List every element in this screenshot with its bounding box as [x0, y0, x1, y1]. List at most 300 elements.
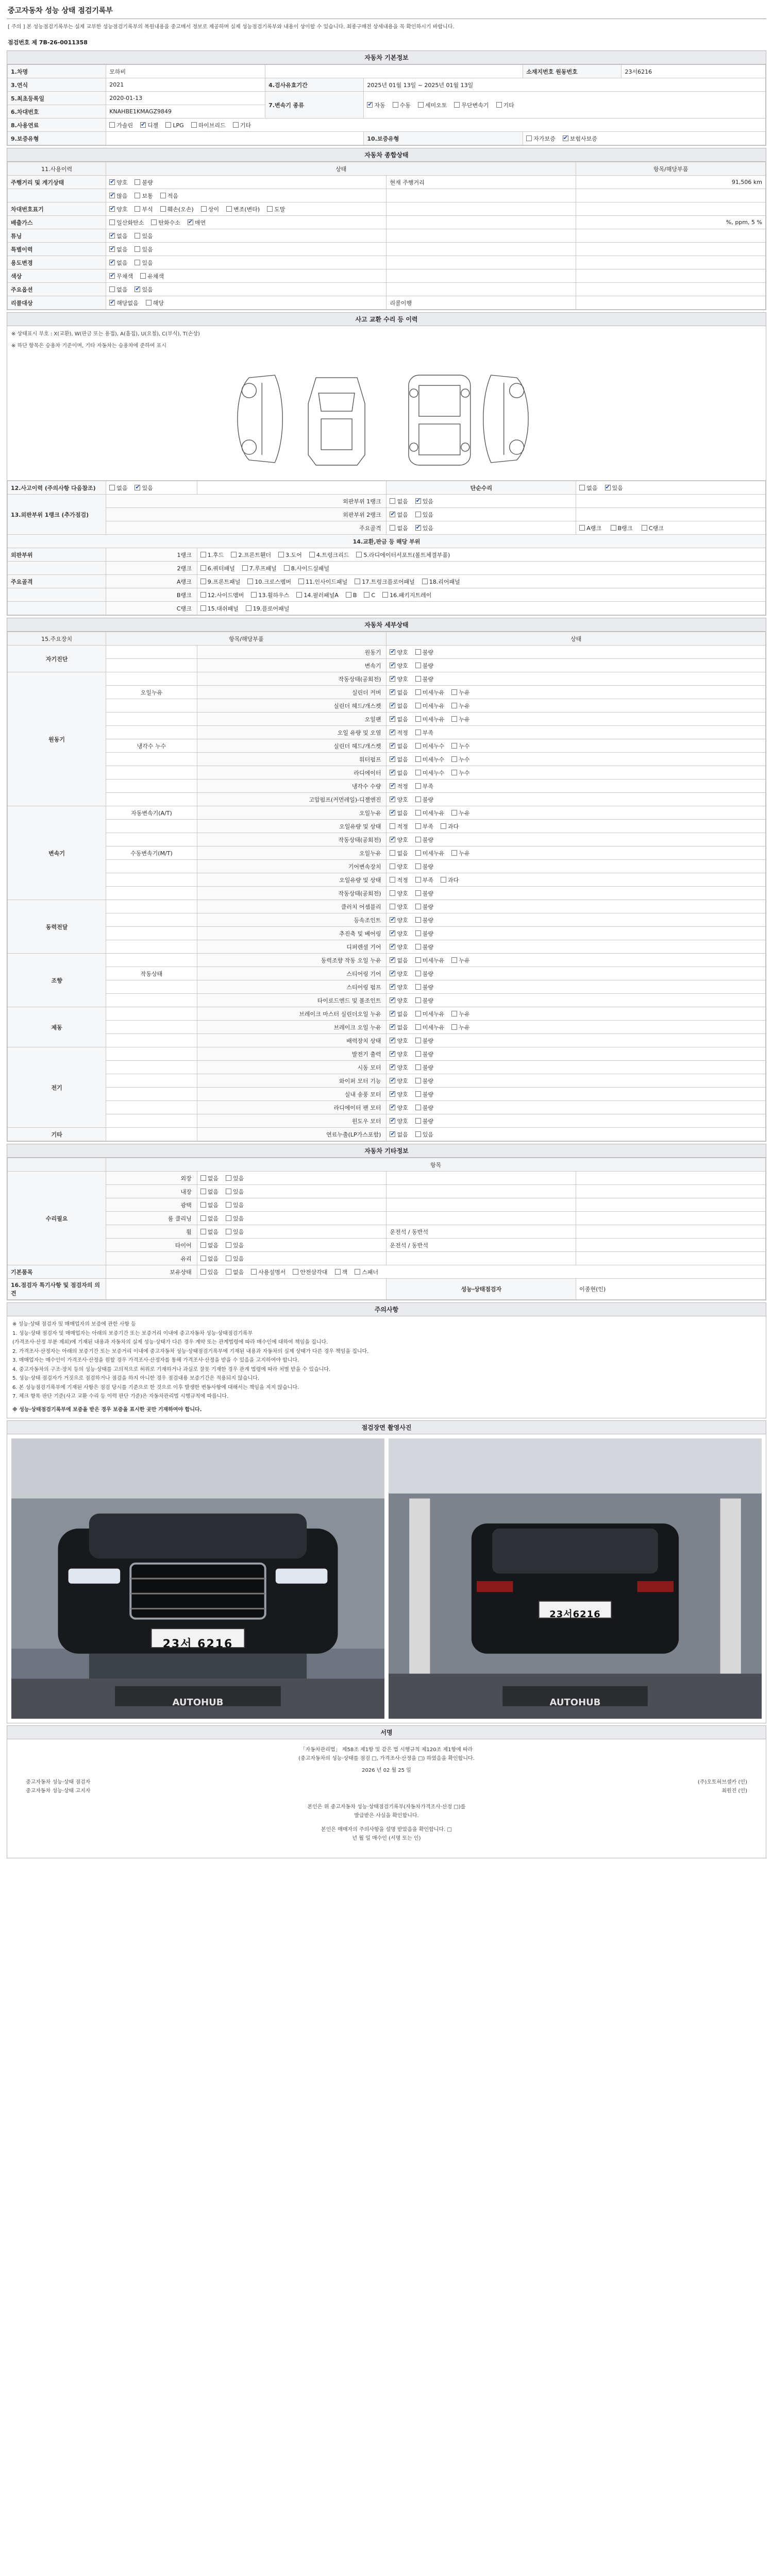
empty-box-icon [451, 850, 457, 856]
checkbox-option: 불량 [415, 648, 433, 656]
rear-photo [389, 1438, 762, 1719]
empty-box-icon [200, 1189, 206, 1194]
detail-row [8, 1101, 766, 1114]
empty-box-icon [200, 605, 206, 611]
other-row [8, 1225, 766, 1239]
checkbox-option: 해당 [146, 299, 164, 307]
empty-box-icon [135, 233, 140, 239]
other-item: 내장 [106, 1185, 197, 1198]
checkbox-option: ✔ 디젤 [140, 121, 158, 129]
detail-options [386, 820, 766, 833]
detail-item: 냉각수 수량 [197, 779, 386, 793]
checkbox-option: 양호 [390, 903, 408, 911]
empty-box-icon [226, 206, 232, 212]
inspector-value: (주)오토허브셀카 (인) [697, 1780, 747, 1785]
empty-box-icon [415, 890, 421, 896]
overall-row-value [576, 202, 766, 216]
checkbox-option: 적정 [390, 876, 408, 884]
checkbox-option: ✔ 양호 [390, 916, 408, 924]
detail-sub: 자동변속기(A/T) [106, 806, 197, 820]
checkbox-option: 불량 [415, 675, 433, 683]
rank2-label: 외판부위 2랭크 [106, 508, 386, 521]
empty-box-icon [415, 1011, 421, 1016]
sign-line-1: 「자동차관리법」 제58조 제1항 및 같은 법 시행규칙 제120조 제1항에 따라 [300, 1747, 473, 1753]
overall-row [8, 243, 766, 256]
trans-label: 7.변속기 종류 [265, 92, 364, 118]
detail-col2: 항목/해당부품 [106, 632, 386, 646]
detail-item: 클러치 어셈블리 [197, 900, 386, 913]
detail-sub [106, 980, 197, 994]
other-options [197, 1225, 386, 1239]
checkbox-option: ✔ 무채색 [109, 272, 133, 280]
damage-header: 사고 교환 수리 등 이력 [7, 313, 766, 326]
checked-box-icon [563, 135, 568, 141]
checkbox-option: 자가보증 [526, 134, 556, 143]
empty-box-icon [415, 957, 421, 963]
overall-row-options [106, 256, 386, 269]
rear-car-image [389, 1438, 762, 1719]
parts-row [8, 602, 766, 615]
checkbox-option: 도말 [267, 205, 285, 213]
detail-sub [106, 1074, 197, 1088]
checkbox-option: 누수 [451, 769, 469, 777]
overall-row-note [386, 256, 576, 269]
checked-box-icon [390, 512, 395, 517]
reg-no-label: 소재지번호 원동번호 [523, 65, 621, 78]
car-name-value: 모하비 [106, 65, 265, 78]
checkbox-option: 있음 [226, 1228, 244, 1236]
parts-items: 12.사이드멤버 13.휠하우스 14.필러패널A B C 16.패키지트레이 [197, 588, 765, 602]
detail-item: 오일유량 및 상태 [197, 873, 386, 887]
caution-line: 7. 체크 항목 판단 기준(사고 교환 수리 등 이력 판단 기준)은 자동차관리법 시행규칙에 따릅니다. [12, 1394, 229, 1399]
detail-sub [106, 940, 197, 954]
perf-value: 이종현(인) [576, 1279, 766, 1300]
parts-row [8, 575, 766, 588]
detail-row [8, 900, 766, 913]
overall-row-note [386, 229, 576, 243]
front-plate: 23서 6216 [162, 1638, 233, 1651]
empty-box-icon [441, 823, 446, 829]
other-group: 수리필요 [8, 1172, 106, 1265]
parts-group [8, 602, 106, 615]
empty-box-icon [200, 579, 206, 584]
detail-item: 오일팬 [197, 713, 386, 726]
detail-options [386, 980, 766, 994]
detail-row [8, 793, 766, 806]
checkbox-option: 불량 [415, 1050, 433, 1058]
empty-box-icon [226, 1202, 231, 1208]
empty-box-icon [415, 904, 421, 909]
checkbox-option: 미세누수 [415, 755, 445, 764]
parts-row [8, 548, 766, 562]
sign-date: 2026 년 02 월 25 일 [362, 1768, 411, 1773]
checkbox-option: 불량 [415, 916, 433, 924]
detail-item: 실린더 커버 [197, 686, 386, 699]
checkbox-option: 없음 [200, 1174, 219, 1182]
checkbox-option: 양호 [390, 862, 408, 871]
overall-row-options [106, 176, 386, 189]
car-underbody-icon [409, 375, 470, 465]
detail-item: 등속조인트 [197, 913, 386, 927]
overall-section [7, 148, 766, 310]
overall-row-options [106, 189, 386, 202]
overall-row-note [386, 189, 576, 202]
caution-line: ※ 성능·상태 점검자 및 매매업자의 보증에 관한 사항 등 [12, 1321, 136, 1327]
overall-row [8, 283, 766, 296]
empty-box-icon [454, 102, 460, 108]
detail-row [8, 766, 766, 779]
detail-group: 제동 [8, 1007, 106, 1047]
detail-row [8, 833, 766, 846]
reg-no-value: 23서6216 [621, 65, 766, 78]
perf-label: 성능·상태점검자 [386, 1279, 576, 1300]
empty-box-icon [390, 863, 395, 869]
detail-group: 동력전달 [8, 900, 106, 954]
detail-sub [106, 672, 197, 686]
checkbox-option: 미세누유 [415, 702, 445, 710]
caution-line: 1. 성능·상태 점검자 및 매매업자는 아래의 보증기간 또는 보증거리 이내에 중고자동차 성능·상태점검기록부 [12, 1330, 253, 1336]
parts-row [8, 588, 766, 602]
checkbox-option: 부족 [415, 782, 433, 790]
detail-options [386, 1101, 766, 1114]
checkbox-option: 불량 [415, 889, 433, 897]
checkbox-option: 과다 [441, 822, 459, 831]
empty-box-icon [415, 930, 421, 936]
detail-sub [106, 766, 197, 779]
checkbox-option: 유채색 [140, 272, 164, 280]
empty-box-icon [200, 1269, 206, 1275]
overall-col2: 상태 [106, 162, 576, 176]
vin-value: KNAHBE1KMAGZ9849 [106, 105, 265, 118]
detail-options [386, 713, 766, 726]
parts-items: 15.대쉬패널 19.플로어패널 [197, 602, 765, 615]
detail-item: 작동상태(공회전) [197, 887, 386, 900]
detail-group: 변속기 [8, 806, 106, 900]
checkbox-option: ✔ 없음 [109, 245, 127, 253]
checkbox-option: 있음 [415, 1130, 433, 1139]
checkbox-option: 미세누수 [415, 742, 445, 750]
detail-row [8, 967, 766, 980]
overall-row [8, 256, 766, 269]
empty-box-icon [415, 810, 421, 816]
empty-box-icon [109, 485, 115, 490]
detail-row [8, 846, 766, 860]
detail-row [8, 659, 766, 672]
detail-sub: 냉각수 누수 [106, 739, 197, 753]
photo-header: 점검장면 촬영사진 [7, 1421, 766, 1434]
rank1-options [386, 495, 576, 508]
checked-box-icon [390, 1078, 395, 1083]
frame-options [386, 521, 576, 535]
checkbox-option: 무단변속기 [454, 101, 489, 109]
year-label: 3.연식 [8, 78, 106, 92]
checkbox-option: 불량 [415, 1077, 433, 1085]
checkbox-option: ✔ 양호 [390, 1077, 408, 1085]
overall-table [7, 162, 766, 310]
empty-box-icon [418, 102, 424, 108]
empty-box-icon [415, 1051, 421, 1057]
checkbox-option: ✔ 양호 [390, 970, 408, 978]
detail-row [8, 739, 766, 753]
checked-box-icon [390, 756, 395, 762]
overall-row-value [576, 269, 766, 283]
other-extra: 운전석 / 동반석 [386, 1225, 576, 1239]
detail-item: 시동 모터 [197, 1061, 386, 1074]
other-options [197, 1172, 386, 1185]
checkbox-option: 상이 [201, 205, 219, 213]
detail-row [8, 1021, 766, 1034]
other-options [197, 1198, 386, 1212]
other-row [8, 1252, 766, 1265]
overall-row-label: 색상 [8, 269, 106, 283]
empty-box-icon [200, 1256, 206, 1261]
detail-sub [106, 887, 197, 900]
checked-box-icon [390, 984, 395, 990]
checkbox-option: ✔ 양호 [390, 1104, 408, 1112]
empty-box-icon [451, 756, 457, 762]
overall-row-value [576, 189, 766, 202]
checkbox-option: ✔ 양호 [390, 943, 408, 951]
checked-box-icon [188, 219, 193, 225]
empty-box-icon [251, 1269, 257, 1275]
checkbox-option: 누유 [451, 1023, 469, 1031]
overall-row-options [106, 243, 386, 256]
checkbox-option: ✔ 양호 [390, 996, 408, 1005]
overall-row-value [576, 243, 766, 256]
detail-row [8, 860, 766, 873]
detail-sub [106, 699, 197, 713]
parts-group: 외판부위 [8, 548, 106, 562]
overall-row-options [106, 269, 386, 283]
other-row [8, 1239, 766, 1252]
empty-box-icon [415, 971, 421, 976]
overall-row [8, 296, 766, 310]
empty-box-icon [415, 850, 421, 856]
confirm-2: 발급받은 사실을 확인합니다. [354, 1813, 419, 1819]
empty-box-icon [441, 877, 446, 883]
overall-row-value [576, 283, 766, 296]
checked-box-icon [390, 770, 395, 775]
checkbox-option: ✔ 있음 [415, 524, 433, 532]
empty-box-icon [415, 1038, 421, 1043]
checked-box-icon [390, 796, 395, 802]
checkbox-option: ✔ 없음 [390, 1010, 408, 1018]
car-right-side-icon [483, 375, 528, 463]
overall-row-value [576, 256, 766, 269]
checked-box-icon [390, 997, 395, 1003]
signature-section [7, 1725, 766, 1858]
checkbox-option: 없음 [200, 1241, 219, 1249]
empty-box-icon [135, 246, 140, 252]
other-extra [386, 1212, 576, 1225]
empty-box-icon [278, 552, 284, 557]
rear-plate: 23서6216 [549, 1609, 601, 1620]
caution-bottom: ※ 성능·상태점검기록부에 보증을 받은 경우 보증을 표시한 곳만 기재하여야 합니다. [12, 1406, 202, 1413]
overall-row-note [386, 216, 576, 229]
damage-legend-2: ※ 하단 항목은 승용차 기준이며, 기타 자동차는 승용차에 준하여 표시 [11, 343, 166, 349]
checked-box-icon [140, 122, 146, 128]
checked-box-icon [109, 193, 115, 198]
checkbox-option: 잭 [335, 1268, 348, 1276]
detail-options [386, 994, 766, 1007]
rear-brand: AUTOHUB [549, 1697, 601, 1708]
basic-items-label: 기본품목 [8, 1265, 106, 1279]
accident-table [7, 481, 766, 615]
pricer-label: 중고자동차 성능·상태 고지자 [26, 1788, 91, 1794]
empty-box-icon [146, 300, 152, 306]
empty-box-icon [390, 890, 395, 896]
valid-label: 4.검사유효기간 [265, 78, 364, 92]
overall-row-note: 리콜이행 [386, 296, 576, 310]
parts-row [8, 562, 766, 575]
checkbox-option: ✔ 없음 [390, 688, 408, 697]
overall-col3: 항목/해당부품 [576, 162, 766, 176]
empty-box-icon [140, 273, 146, 279]
detail-options [386, 1074, 766, 1088]
checked-box-icon [390, 1091, 395, 1097]
checkbox-option: 있음 [226, 1214, 244, 1223]
panel-label: 13.외판부위 1랭크 (추가점검) [8, 495, 106, 535]
detail-sub [106, 659, 197, 672]
detail-item: 배력장치 상태 [197, 1034, 386, 1047]
detail-row [8, 887, 766, 900]
detail-options [386, 833, 766, 846]
detail-item: 오일누유 [197, 846, 386, 860]
checkbox-option: ✔ 없음 [390, 1023, 408, 1031]
detail-sub [106, 1047, 197, 1061]
empty-box-icon [579, 485, 585, 490]
detail-options [386, 1007, 766, 1021]
checkbox-option: 변조(변타) [226, 205, 260, 213]
other-options [197, 1185, 386, 1198]
basic-items-options [197, 1265, 765, 1279]
empty-box-icon [135, 179, 140, 185]
detail-options [386, 967, 766, 980]
empty-box-icon [415, 997, 421, 1003]
checked-box-icon [367, 102, 373, 108]
empty-box-icon [226, 1269, 231, 1275]
overall-row [8, 176, 766, 189]
detail-options [386, 846, 766, 860]
detail-item: 워터펌프 [197, 753, 386, 766]
checkbox-option: ✔ 양호 [390, 1037, 408, 1045]
checkbox-option: ✔ 매연 [188, 218, 206, 227]
detail-sub [106, 873, 197, 887]
parts-group: 주요골격 [8, 575, 106, 588]
overall-row-label: 리콜대상 [8, 296, 106, 310]
checkbox-option: 없음 [579, 484, 597, 492]
front-photo [11, 1438, 384, 1719]
checkbox-option: ✔ 없음 [390, 755, 408, 764]
empty-box-icon [226, 1256, 231, 1261]
checkbox-option: ✔ 해당없음 [109, 299, 139, 307]
checkbox-option: 누유 [451, 715, 469, 723]
caution-line: 3. 매매업자는 매수인이 가격조사·산정을 원할 경우 가격조사·산정자를 통해 가격조사·산정을 받을 수 있음을 고지하여야 합니다. [12, 1358, 299, 1363]
parts-rank: A랭크 [106, 575, 197, 588]
detail-item: 라디에이터 팬 모터 [197, 1101, 386, 1114]
other-table [7, 1158, 766, 1300]
detail-item: 타이로드엔드 및 볼조인트 [197, 994, 386, 1007]
detail-row [8, 1061, 766, 1074]
checked-box-icon [415, 525, 421, 531]
empty-box-icon [135, 193, 140, 198]
detail-row [8, 1007, 766, 1021]
checkbox-option: ✔ 없음 [390, 956, 408, 964]
caution-line: 2. 가격조사·산정자는 아래의 보증기간 또는 보증거리 이내에 중고자동차 성능·상태점검기록부에 기재된 내용과 자동차의 실제 상태가 다른 경우 책임을 집니다. [12, 1348, 369, 1354]
checkbox-option: 있음 [226, 1201, 244, 1209]
checkbox-option: 부족 [415, 822, 433, 831]
overall-row-label: 용도변경 [8, 256, 106, 269]
repair-options [576, 481, 766, 495]
checkbox-option: LPG [165, 122, 183, 129]
empty-box-icon [415, 1078, 421, 1083]
detail-item: 오일 유량 및 오염 [197, 726, 386, 739]
checkbox-option: 없음 [390, 497, 408, 505]
checkbox-option: 없음 [200, 1228, 219, 1236]
empty-box-icon [390, 850, 395, 856]
checkbox-option: 미세누유 [415, 1010, 445, 1018]
checkbox-option: 누유 [451, 956, 469, 964]
checkbox-option: ✔ 양호 [390, 929, 408, 938]
parts-group [8, 562, 106, 575]
other-row [8, 1172, 766, 1185]
empty-box-icon [415, 676, 421, 682]
checkbox-option: 불량 [415, 1063, 433, 1072]
detail-options [386, 753, 766, 766]
checked-box-icon [135, 286, 140, 292]
overall-row [8, 216, 766, 229]
other-rows [8, 1172, 766, 1265]
rank1-label: 외판부위 1랭크 [106, 495, 386, 508]
overall-row [8, 189, 766, 202]
detail-item: 고압펌프(커먼레일)-디젤엔진 [197, 793, 386, 806]
checkbox-option: ✔ 양호 [390, 836, 408, 844]
checked-box-icon [390, 810, 395, 816]
checkbox-option: 부족 [415, 728, 433, 737]
empty-box-icon [415, 877, 421, 883]
detail-options [386, 860, 766, 873]
checkbox-option: ✔ 있음 [135, 285, 153, 294]
checkbox-option: 있음 [226, 1174, 244, 1182]
checked-box-icon [109, 273, 115, 279]
detail-item: 실린더 헤드/개스켓 [197, 699, 386, 713]
other-row [8, 1212, 766, 1225]
checkbox-option: 누유 [451, 1010, 469, 1018]
checked-box-icon [390, 1105, 395, 1110]
checkbox-option: 있음 [200, 1268, 219, 1276]
checkbox-option: 미세누유 [415, 688, 445, 697]
parts-rows [8, 548, 766, 615]
checkbox-option: ✔ 적정 [390, 782, 408, 790]
overall-row [8, 229, 766, 243]
checkbox-option: 있음 [415, 511, 433, 519]
signature-header: 서명 [7, 1726, 766, 1739]
rank2-options [386, 508, 576, 521]
parts-header: 14.교환,판금 등 해당 부위 [8, 535, 766, 548]
detail-row [8, 726, 766, 739]
overall-col1: 11.사용이력 [8, 162, 106, 176]
basic-info-section [7, 50, 766, 146]
overall-row-note [386, 202, 576, 216]
damage-legend: ※ 상태표시 부호 : X(교환), W(판금 또는 용접), A(흠집), U(요철), C(부식), T(손상) [11, 331, 200, 337]
detail-sub [106, 913, 197, 927]
empty-box-icon [415, 512, 421, 517]
other-extra [386, 1185, 576, 1198]
checkbox-option: 불량 [415, 929, 433, 938]
checkbox-option: 미세누유 [415, 849, 445, 857]
detail-options [386, 927, 766, 940]
detail-group: 기타 [8, 1128, 106, 1141]
